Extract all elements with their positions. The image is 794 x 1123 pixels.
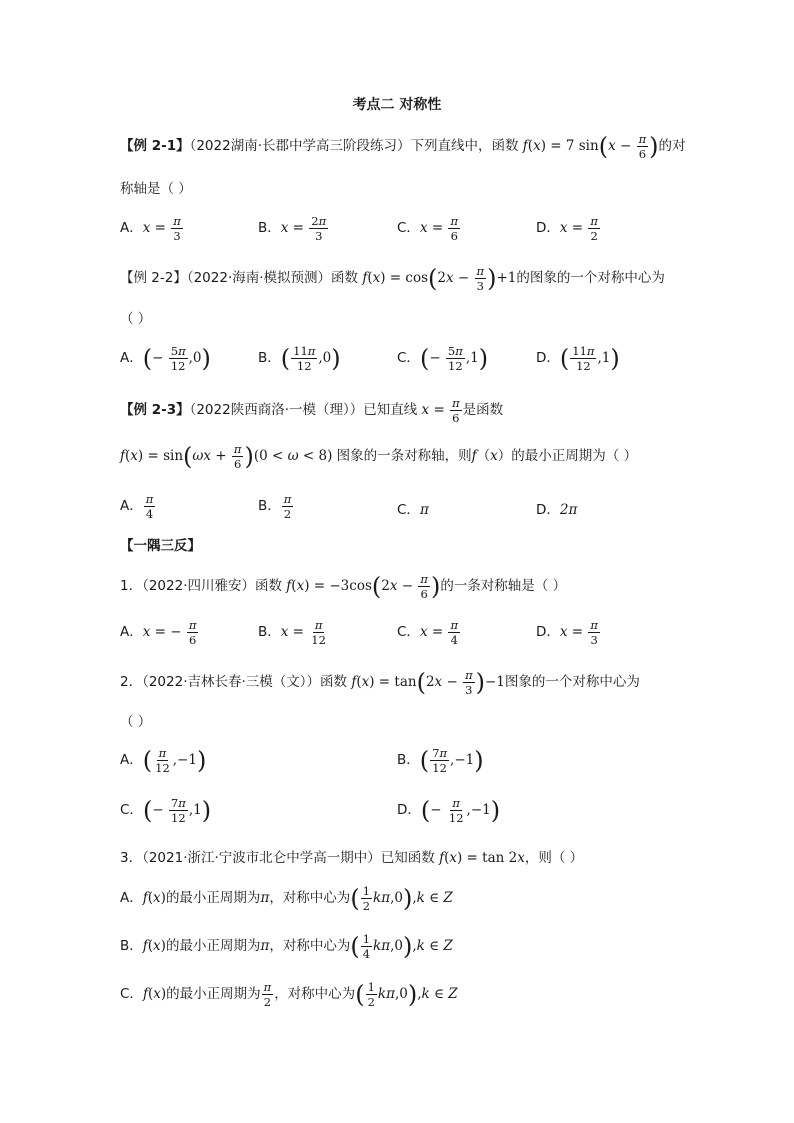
option-d: D．( $\frac{11\pi}{12}$ ,1)	[536, 344, 620, 373]
example-source: （2022·海南·模拟预测）函数	[186, 270, 359, 286]
question-3-line1: 3．（2021·浙江·宁波市北仑中学高一期中）已知函数 f(x) = tan 2x，则（ ）	[120, 850, 584, 866]
option-a: A．x = − $\frac{\pi}{6}$	[120, 618, 197, 647]
option-b: B．x = $\frac{\pi}{12}$	[258, 618, 326, 647]
option-b: B．x = $\frac{2\pi}{3}$	[258, 214, 327, 243]
example-2-3-line1	[120, 396, 503, 425]
option-a: A．(− $\frac{5\pi}{12}$ ,0)	[120, 344, 211, 373]
example-2-1-line1	[120, 132, 686, 161]
question-2-line2: （ ）	[120, 714, 152, 730]
option-c: C．x = $\frac{\pi}{6}$	[397, 214, 459, 243]
formula: x = $\frac{\pi}{6}$	[421, 396, 460, 425]
formula: f(x) = tan(2x − $\frac{\pi}{3}$ )−1	[351, 668, 505, 697]
formula: f(x) = sin(ωx + $\frac{\pi}{6}$ )(0 < ω < 8)	[120, 442, 333, 471]
example-tag: 【例 2-2】	[120, 270, 187, 286]
option-c: C．π	[397, 502, 429, 518]
question-1-line1: 1．（2022·四川雅安）函数 f(x) = −3cos(2x − $\frac{\pi}{6}$ )的一条对称轴是（ ）	[120, 572, 567, 601]
formula: f(x) = cos(2x − $\frac{\pi}{3}$ )+1	[362, 264, 517, 293]
question-3-option-a: A．f(x)的最小正周期为π，对称中心为( $\frac{1}{2}$ kπ,0),k ∈ Z	[120, 884, 453, 913]
formula: f(x) = tan 2x	[439, 850, 525, 866]
option-d: D．x = $\frac{\pi}{2}$	[536, 214, 598, 243]
option-b: B．( $\frac{11\pi}{12}$ ,0)	[258, 344, 341, 373]
example-source: （2022陕西商洛·一模（理））已知直线	[189, 402, 418, 418]
example-2-2-line2: （ ）	[120, 311, 152, 327]
example-tail: 的图象的一个对称中心为	[516, 270, 665, 286]
option-c: C．x = $\frac{\pi}{4}$	[397, 618, 459, 647]
example-2-3-line2: f(x) = sin(ωx + $\frac{\pi}{6}$ )(0 < ω < 8) 图象的一条对称轴，则f（x）的最小正周期为（ ）	[120, 442, 638, 471]
question-2-line1: 2．（2022·吉林长春·三模（文））函数 f(x) = tan(2x − $\frac{\pi}{3}$ )−1图象的一个对称中心为	[120, 668, 640, 697]
option-a: A．x = $\frac{\pi}{3}$	[120, 214, 181, 243]
option-b: B．( $\frac{7\pi}{12}$ ,−1)	[397, 746, 484, 775]
section-heading: 【一隅三反】	[120, 538, 201, 554]
formula: f(x) = −3cos(2x − $\frac{\pi}{6}$ )	[286, 572, 441, 601]
example-tail: 的对	[658, 138, 686, 154]
section-title: 考点二 对称性	[352, 97, 442, 113]
option-c: C．(− $\frac{5\pi}{12}$ ,1)	[397, 344, 489, 373]
option-b: B． $\frac{\pi}{2}$	[258, 492, 292, 521]
example-tag: 【例 2-3】	[120, 402, 190, 418]
example-2-2-line1	[120, 264, 665, 293]
option-d: D．2π	[536, 502, 578, 518]
option-a: A． $\frac{\pi}{4}$	[120, 492, 154, 521]
formula: f(x) = 7 sin(x − $\frac{\pi}{6}$ )	[522, 132, 659, 161]
example-tail: 是函数	[462, 402, 504, 418]
example-tag: 【例 2-1】	[120, 138, 190, 154]
example-2-1-line2: 称轴是（ ）	[120, 181, 192, 197]
option-c: C．(− $\frac{7\pi}{12}$ ,1)	[120, 796, 212, 825]
question-3-option-b: B．f(x)的最小正周期为π，对称中心为( $\frac{1}{4}$ kπ,0),k ∈ Z	[120, 932, 453, 961]
option-a: A．( $\frac{\pi}{12}$ ,−1)	[120, 746, 207, 775]
option-d: D．(− $\frac{\pi}{12}$ ,−1)	[397, 796, 501, 825]
example-source: （2022湖南·长郡中学高三阶段练习）下列直线中，函数	[189, 138, 519, 154]
question-3-option-c: C．f(x)的最小正周期为 $\frac{\pi}{2}$ ，对称中心为( $\frac{1}{2}$ kπ,0),k ∈ Z	[120, 980, 458, 1009]
option-d: D．x = $\frac{\pi}{3}$	[536, 618, 598, 647]
